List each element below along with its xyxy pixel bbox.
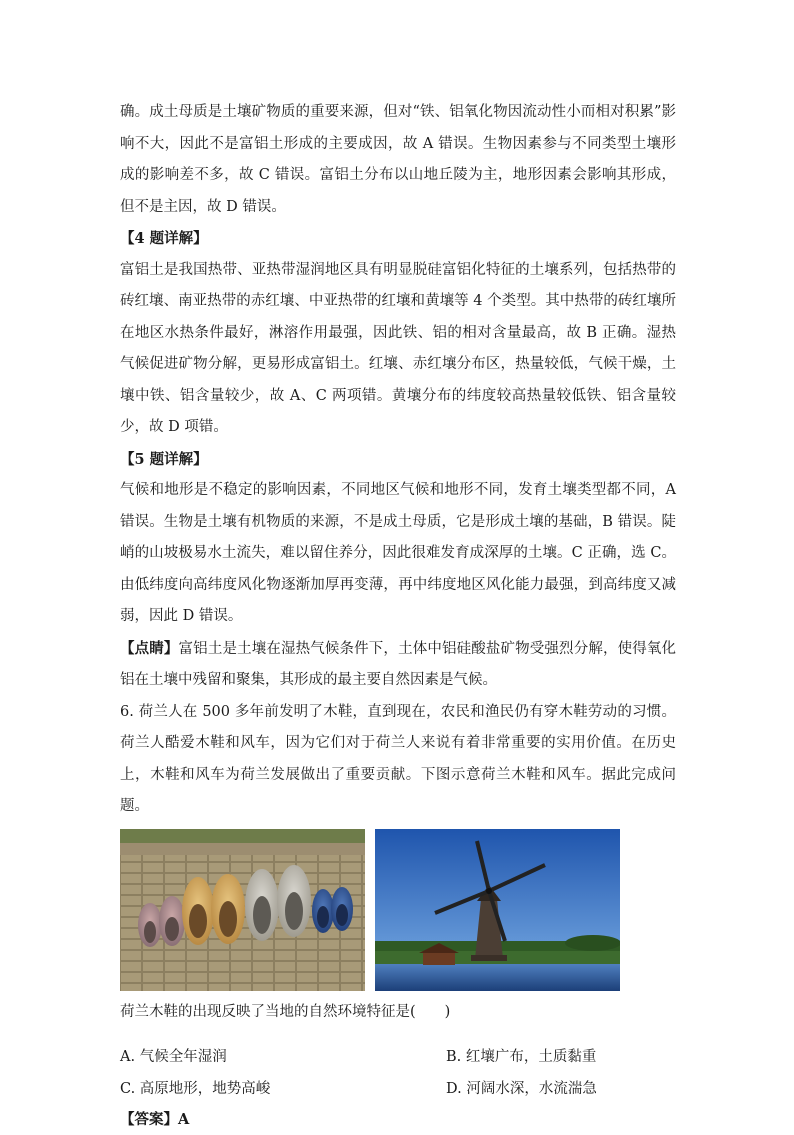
image-row	[120, 829, 676, 991]
answer-line: 【答案】A	[120, 1111, 190, 1128]
paragraph-q6-intro: 6. 荷兰人在 500 多年前发明了木鞋，直到现在，农民和渔民仍有穿木鞋劳动的习惯。荷兰人酷爱木鞋和风车，因为它们对于荷兰人来说有着非常重要的实用价值。在历史上，木鞋和风车为荷兰发展做出了重要贡献。下图示意荷兰木鞋和风车。据此完成问题。	[120, 703, 676, 814]
question-stem: 荷兰木鞋的出现反映了当地的自然环境特征是( )	[120, 1003, 451, 1020]
option-d[interactable]: D. 河阔水深，水流湍急	[446, 1081, 597, 1097]
paragraph-key-point	[120, 633, 676, 697]
paragraph-q4-explanation: 富铝土是我国热带、亚热带湿润地区具有明显脱硅富铝化特征的土壤系列，包括热带的砖红壤、南亚热带的赤红壤、中亚热带的红壤和黄壤等 4 个类型。其中热带的砖红壤所在地区水热条件最好，淋溶作用最强，因此铁、铝的相对含量最高，故 B 正确。湿热气候促进矿物分解，更易形成富铝土。红壤、赤红壤分布区，热量较低，气候干燥，土壤中铁、铝含量较少，故 A、C 两项错。黄壤分布的纬度较高热量较低铁、铝含量较少，故 D 项错。	[120, 261, 676, 435]
paragraph-q5-explanation: 气候和地形是不稳定的影响因素，不同地区气候和地形不同，发育土壤类型都不同，A 错误。生物是土壤有机物质的来源，不是成土母质，它是形成土壤的基础，B 错误。陡峭的山坡极易水土流失，难以留住养分，因此很难发育成深厚的土壤。C 正确，选 C。由低纬度向高纬度风化物逐渐加厚再变薄，再中纬度地区风化能力最强，到高纬度又减弱，因此 D 错误。	[120, 482, 676, 624]
heading-q5-explanation: 【5 题详解】	[120, 450, 208, 468]
page-content	[120, 97, 676, 1135]
option-b[interactable]: B. 红壤广布，土质黏重	[446, 1049, 597, 1065]
paragraph-q3-continued: 确。成土母质是土壤矿物质的重要来源，但对“铁、铝氧化物因流动性小而相对积累”影响不大，因此不是富铝土形成的主要成因，故 A 错误。生物因素参与不同类型土壤形成的影响差不多，故 C 错误。富铝土分布以山地丘陵为主，地形因素会影响其形成，但不是主因，故 D 错误。	[120, 104, 676, 215]
wooden-clogs-photo	[120, 829, 365, 991]
windmill-photo	[375, 829, 620, 991]
answer-options	[120, 1041, 676, 1105]
heading-q4-explanation: 【4 题详解】	[120, 230, 208, 247]
key-point-label: 【点睛】	[120, 639, 179, 657]
key-point-text: 富铝土是土壤在湿热气候条件下，土体中铝硅酸盐矿物受强烈分解，使得氧化铝在土壤中残留和聚集，其形成的最主要自然因素是气候。	[120, 640, 677, 688]
option-c[interactable]: C. 高原地形，地势高峻	[120, 1081, 271, 1097]
option-a[interactable]: A. 气候全年湿润	[120, 1049, 227, 1065]
